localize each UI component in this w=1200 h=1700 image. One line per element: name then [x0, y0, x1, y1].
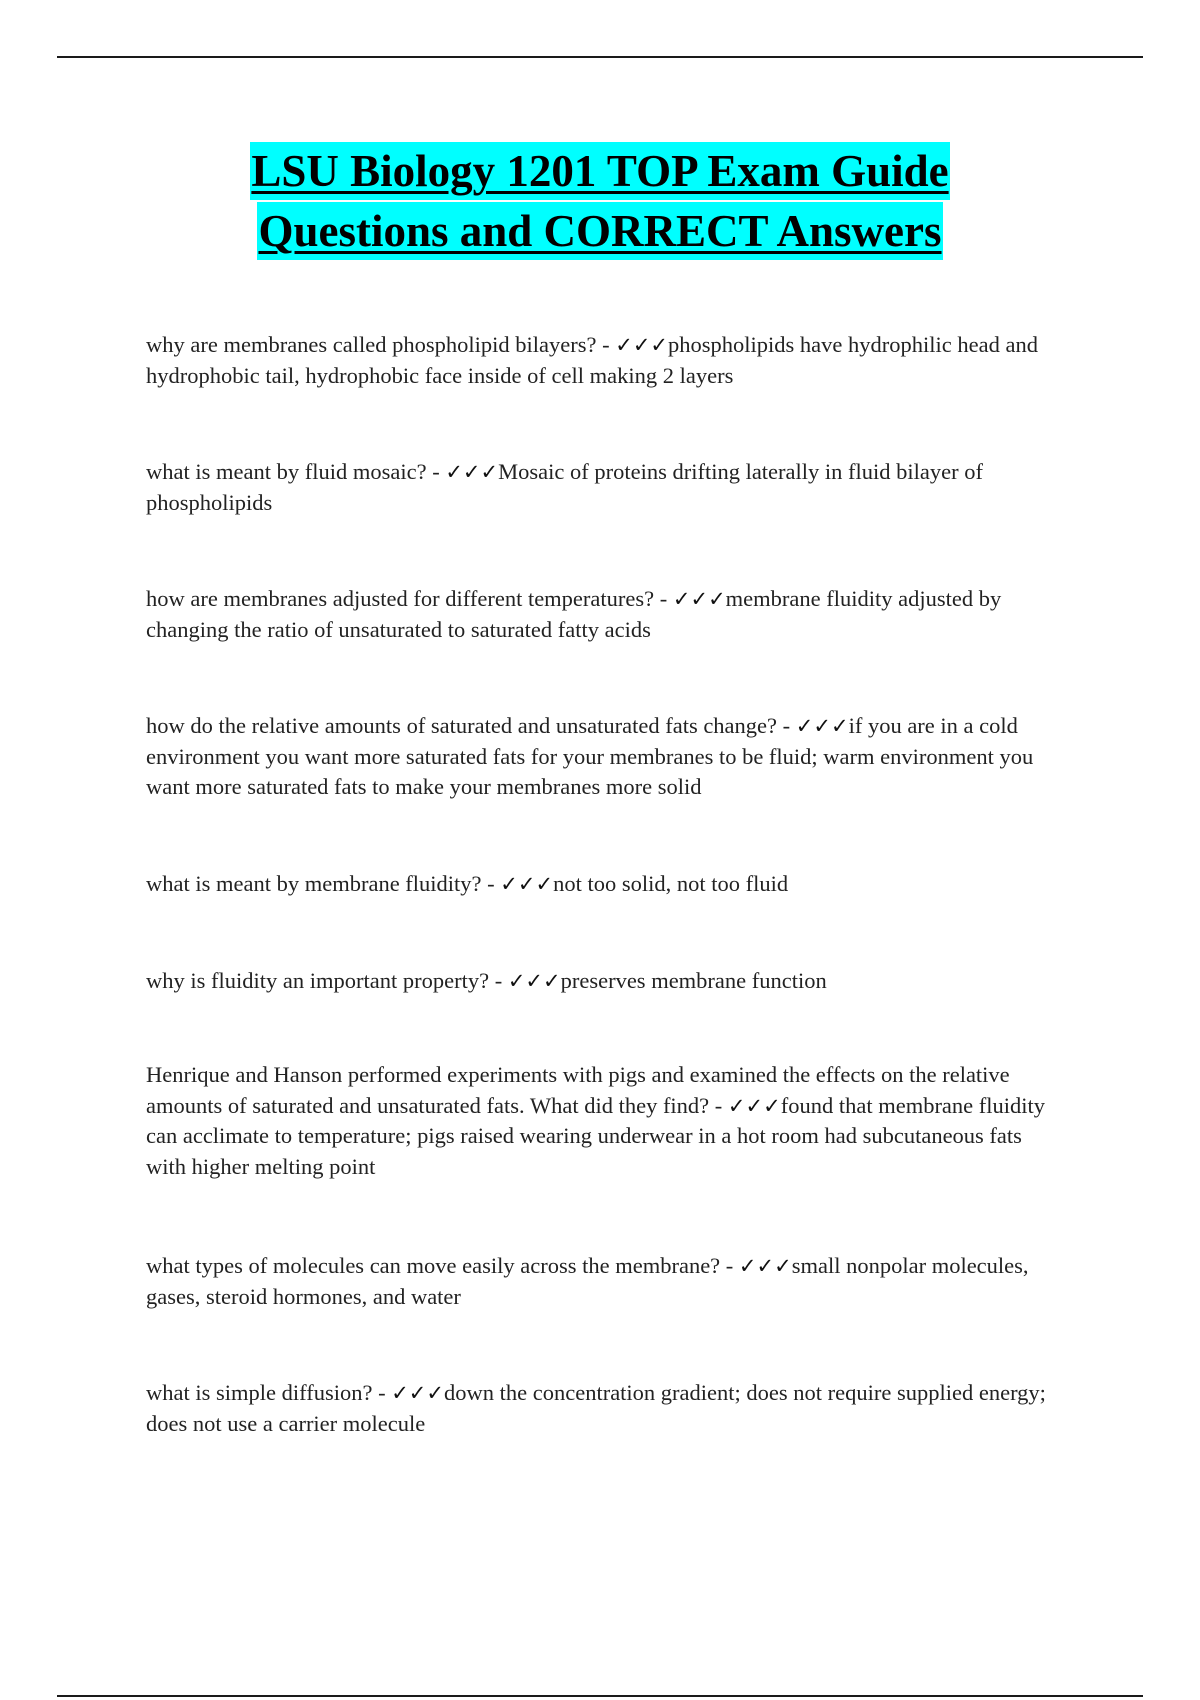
question-text: what types of molecules can move easily across the membrane? [146, 1253, 721, 1278]
check-marks-icon: ✓✓✓ [795, 714, 849, 738]
answer-text: membrane fluidity adjusted by changing the ratio of unsaturated to saturated fatty acids [146, 586, 1002, 642]
question-text: how are membranes adjusted for different temperatures? [146, 586, 655, 611]
separator: - [709, 1092, 728, 1118]
separator: - [720, 1253, 739, 1278]
check-marks-icon: ✓✓✓ [507, 969, 561, 993]
check-marks-icon: ✓✓✓ [445, 460, 499, 484]
qa-item [146, 869, 1066, 900]
top-rule [57, 56, 1143, 58]
separator: - [489, 968, 508, 993]
document-title [0, 142, 1200, 262]
question-text: what is simple diffusion? [146, 1380, 373, 1405]
question-text: why is fluidity an important property? [146, 968, 490, 993]
question-text: what is meant by membrane fluidity? [146, 871, 482, 896]
qa-item [146, 966, 1066, 997]
question-text: what is meant by fluid mosaic? [146, 459, 427, 484]
answer-text: down the concentration gradient; does not require supplied energy; does not use a carrier molecule [146, 1380, 1046, 1436]
qa-item [146, 711, 1066, 803]
question-text: how do the relative amounts of saturated and unsaturated fats change? [146, 713, 778, 738]
qa-item [146, 1060, 1066, 1182]
qa-item [146, 457, 1066, 518]
separator: - [777, 713, 796, 738]
qa-item [146, 330, 1066, 391]
separator: - [481, 871, 501, 896]
answer-text: if you are in a cold environment you want more saturated fats for your membranes to be fluid; warm environment you want more saturated fats to make your membranes more solid [146, 713, 1034, 799]
question-text: Henrique and Hanson performed experiments with pigs and examined the effects on the relative amounts of saturated and unsaturated fats. What did they find? [146, 1062, 1010, 1118]
qa-item [146, 1378, 1066, 1439]
check-marks-icon: ✓✓✓ [672, 587, 726, 611]
answer-text: not too solid, not too fluid [553, 871, 789, 896]
separator: - [596, 332, 616, 357]
qa-item [146, 1251, 1066, 1312]
answer-text: small nonpolar molecules, gases, steroid hormones, and water [146, 1253, 1029, 1309]
separator: - [372, 1380, 392, 1405]
answer-text: preserves membrane function [560, 968, 827, 993]
answer-text: phospholipids have hydrophilic head and hydrophobic tail, hydrophobic face inside of cell making 2 layers [146, 332, 1038, 388]
question-text: why are membranes called phospholipid bilayers? [146, 332, 597, 357]
check-marks-icon: ✓✓✓ [615, 333, 669, 357]
check-marks-icon: ✓✓✓ [391, 1381, 444, 1405]
separator: - [426, 459, 446, 484]
qa-item [146, 584, 1066, 645]
separator: - [654, 586, 673, 611]
title-line-2: Questions and CORRECT Answers [257, 202, 942, 260]
bottom-rule [57, 1695, 1143, 1697]
check-marks-icon: ✓✓✓ [727, 1093, 781, 1118]
answer-text: found that membrane fluidity can acclimate to temperature; pigs raised wearing underwear in a hot room had subcutaneous fats with higher melting point [146, 1092, 1046, 1179]
title-line-1: LSU Biology 1201 TOP Exam Guide [250, 142, 949, 200]
answer-text: Mosaic of proteins drifting laterally in fluid bilayer of phospholipids [146, 459, 983, 515]
check-marks-icon: ✓✓✓ [500, 872, 554, 896]
check-marks-icon: ✓✓✓ [738, 1254, 792, 1278]
